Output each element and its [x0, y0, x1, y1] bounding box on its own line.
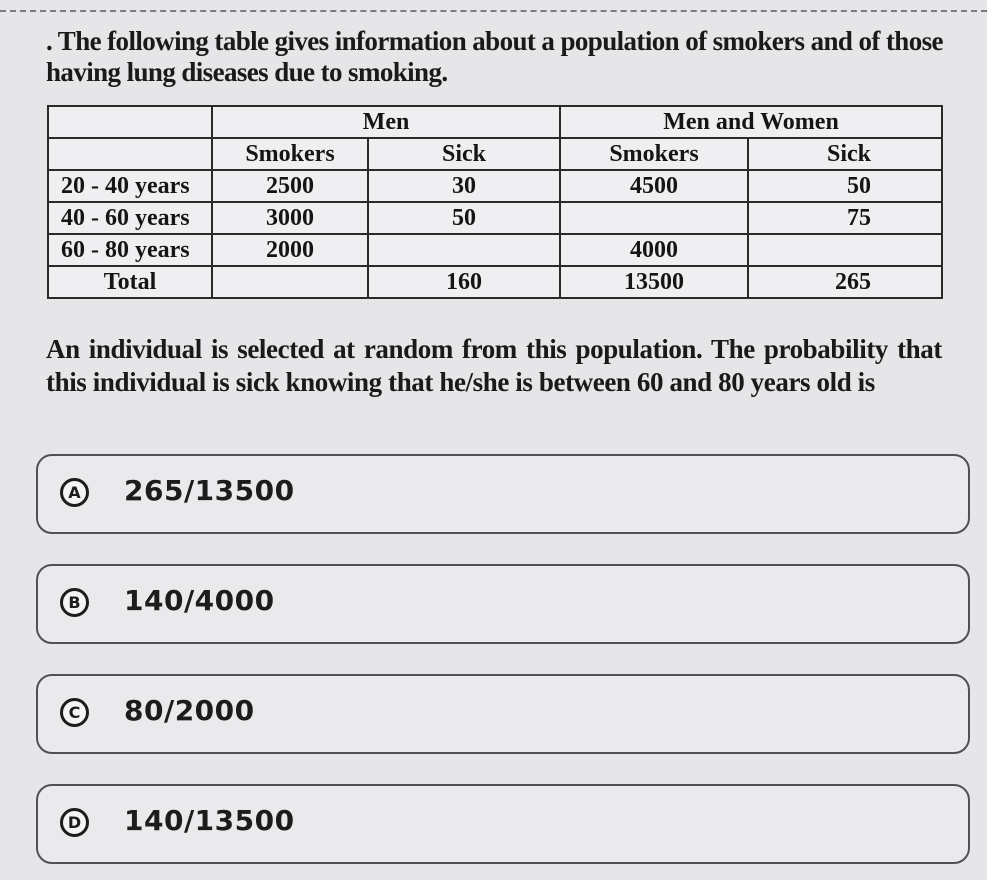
row-label-total: Total	[48, 266, 212, 298]
option-a-label: 265/13500	[124, 474, 295, 507]
table-cell: 13500	[560, 266, 748, 298]
table-cell: 2500	[212, 170, 368, 202]
table-subheader-row	[48, 138, 942, 170]
table-cell: 75	[748, 202, 942, 234]
population-table	[47, 105, 943, 299]
option-a-letter-badge: A	[60, 478, 89, 507]
option-b-letter-badge: B	[60, 588, 89, 617]
table-cell: 30	[368, 170, 560, 202]
row-label: 40 - 60 years	[48, 202, 212, 234]
option-c-letter-badge: C	[60, 698, 89, 727]
option-a-button[interactable]	[36, 454, 970, 534]
option-c-label: 80/2000	[124, 694, 255, 727]
question-text: An individual is selected at random from this population. The probability that this individual is sick knowing that he/she is between 60 and 80 years old is	[46, 334, 942, 397]
row-label: 60 - 80 years	[48, 234, 212, 266]
table-row	[48, 202, 942, 234]
header-men-and-women: Men and Women	[560, 106, 942, 138]
table-cell: 4000	[560, 234, 748, 266]
subheader-all-sick: Sick	[748, 138, 942, 170]
table-header-row	[48, 106, 942, 138]
option-d-label: 140/13500	[124, 804, 295, 837]
option-d-letter-badge: D	[60, 808, 89, 837]
table-cell: 50	[368, 202, 560, 234]
table-cell: 3000	[212, 202, 368, 234]
table-cell	[212, 266, 368, 298]
subheader-men-sick: Sick	[368, 138, 560, 170]
table-cell	[560, 202, 748, 234]
header-men: Men	[212, 106, 560, 138]
table-row	[48, 170, 942, 202]
intro-text: . The following table gives information about a population of smokers and of those having lung diseases due to smoking.	[46, 26, 943, 87]
row-label: 20 - 40 years	[48, 170, 212, 202]
option-b-label: 140/4000	[124, 584, 275, 617]
table-row-total	[48, 266, 942, 298]
table-cell: 4500	[560, 170, 748, 202]
table-corner-cell	[48, 106, 212, 138]
option-b-button[interactable]	[36, 564, 970, 644]
table-cell	[748, 234, 942, 266]
table-subheader-blank	[48, 138, 212, 170]
subheader-all-smokers: Smokers	[560, 138, 748, 170]
option-c-button[interactable]	[36, 674, 970, 754]
option-d-button[interactable]	[36, 784, 970, 864]
subheader-men-smokers: Smokers	[212, 138, 368, 170]
table-row	[48, 234, 942, 266]
table-cell: 160	[368, 266, 560, 298]
table-cell	[368, 234, 560, 266]
table-cell: 2000	[212, 234, 368, 266]
table-cell: 265	[748, 266, 942, 298]
top-dashed-divider	[0, 10, 987, 12]
table-cell: 50	[748, 170, 942, 202]
